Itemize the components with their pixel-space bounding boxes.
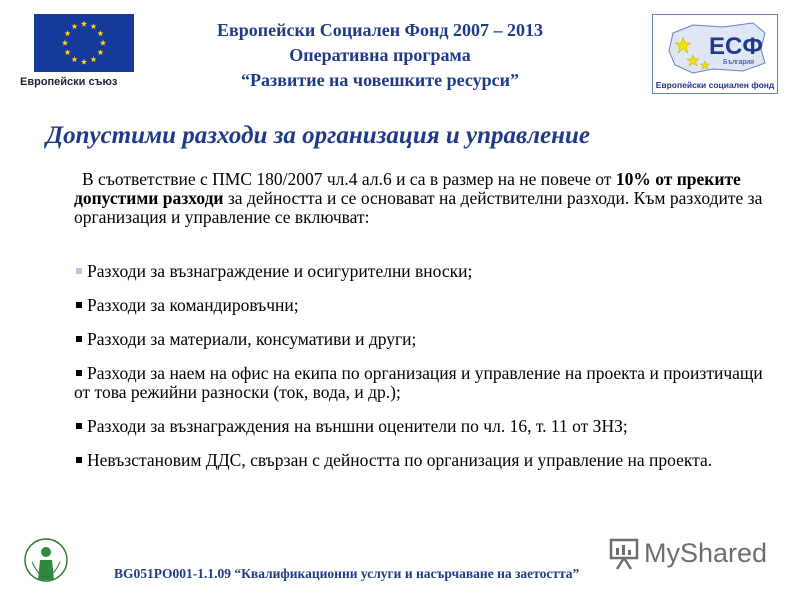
eu-star-icon [90,56,96,62]
esf-country: България [723,59,754,66]
watermark-text: MyShared [644,538,768,568]
intro-bold: 10% от преките допустими разходи [74,169,741,208]
bullet-icon [76,457,82,463]
esf-logo-text: ЕСФ [709,33,763,60]
eu-flag-icon [34,14,134,72]
list-item: Разходи за наем на офис на екипа по организация и управление на проекта и произтичащи от това режийни разноски (ток, вода, и др.); [74,363,763,402]
eu-star-icon [71,56,77,62]
eu-star-icon [97,30,103,36]
eu-caption: Европейски съюз [20,76,118,88]
myshared-watermark [608,536,768,570]
eu-logo [20,14,132,88]
header-title-block [140,18,620,93]
intro-part-2: за дейността и се основават на действителни разходи. Към разходите за организация и управление се включват: [74,188,763,227]
intro-paragraph [74,170,764,227]
bullet-icon [76,302,82,308]
bullet-icon [76,336,82,342]
list-item: Разходи за командировъчни; [74,296,764,315]
employment-agency-logo [22,532,70,594]
presentation-board-icon [608,536,642,570]
eu-star-icon [81,21,87,27]
expense-list [74,262,764,485]
esf-caption: Европейски социален фонд [655,80,775,90]
footer-project-code: BG051PO001-1.1.09 “Квалификационни услуги и насърчаване на заетостта” [114,566,580,581]
eu-star-icon [100,40,106,46]
list-item: Разходи за възнаграждения на външни оценители по чл. 16, т. 11 от ЗНЗ; [74,417,764,436]
eu-star-icon [62,40,68,46]
list-item: Разходи за възнаграждение и осигурителни вноски; [74,262,764,281]
list-item: Разходи за материали, консумативи и други; [74,330,764,349]
bullet-icon [76,370,82,376]
bullet-icon [76,268,82,274]
eu-star-icon [71,23,77,29]
eu-star-icon [65,49,71,55]
bullet-icon [76,423,82,429]
header-line-1: Европейски Социален Фонд 2007 – 2013 [217,20,543,40]
header-line-3: “Развитие на човешките ресурси” [241,70,519,90]
eu-star-icon [90,23,96,29]
eu-star-icon [81,59,87,65]
eu-star-icon [65,30,71,36]
list-item: Невъзстановим ДДС, свързан с дейността по организация и управление на проекта. [74,451,764,470]
esf-logo [652,14,778,94]
intro-part-1: В съответствие с ПМС 180/2007 чл.4 ал.6 и са в размер на не повече от [82,169,612,189]
page-title: Допустими разходи за организация и управление [46,122,590,149]
eu-star-icon [97,49,103,55]
header-line-2: Оперативна програма [289,45,471,65]
